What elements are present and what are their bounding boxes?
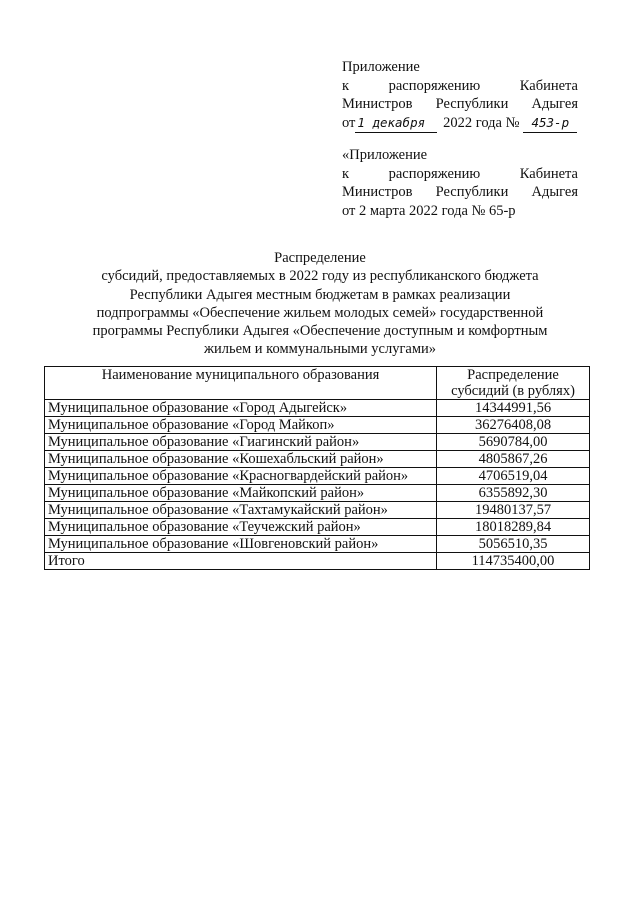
quoted-appendix-line-2 bbox=[342, 165, 578, 184]
row-sum: 36276408,08 bbox=[437, 417, 590, 434]
table-row bbox=[45, 519, 590, 536]
table-row bbox=[45, 400, 590, 417]
handwritten-number: 453-р bbox=[523, 114, 577, 134]
title-line-3: Республики Адыгея местным бюджетам в рамках реализации bbox=[129, 286, 511, 303]
quoted-appendix-cabinet-word: Кабинета bbox=[519, 165, 578, 182]
appendix-from-prefix: от bbox=[342, 114, 356, 131]
quoted-appendix-title-line bbox=[342, 146, 578, 165]
header-distribution-line-2: субсидий (в рублях) bbox=[451, 383, 575, 399]
quoted-appendix-block bbox=[342, 146, 578, 220]
quoted-appendix-title: «Приложение bbox=[342, 147, 428, 163]
appendix-title-line bbox=[342, 58, 578, 77]
appendix-line-3 bbox=[342, 95, 578, 114]
document-title bbox=[80, 249, 560, 359]
row-municipality: Муниципальное образование «Кошехабльский район» bbox=[45, 451, 437, 468]
row-municipality: Муниципальное образование «Красногвардейский район» bbox=[45, 468, 437, 485]
title-line-1: Распределение bbox=[274, 250, 366, 266]
quoted-appendix-date: от 2 марта 2022 года № 65-р bbox=[342, 202, 516, 219]
appendix-to-word: к bbox=[342, 77, 350, 94]
appendix-ministers-word: Министров bbox=[342, 96, 413, 112]
row-sum: 14344991,56 bbox=[437, 400, 590, 417]
appendix-block bbox=[342, 58, 578, 133]
row-sum: 4805867,26 bbox=[437, 451, 590, 468]
appendix-republic-word: Республики bbox=[435, 96, 509, 112]
row-municipality: Муниципальное образование «Гиагинский район» bbox=[45, 434, 437, 451]
row-sum: 5690784,00 bbox=[437, 434, 590, 451]
title-line-6: жильем и коммунальными услугами» bbox=[203, 341, 437, 358]
handwritten-date: 1 декабря bbox=[355, 114, 437, 134]
quoted-appendix-republic-word: Республики bbox=[435, 184, 509, 200]
table-row bbox=[45, 536, 590, 553]
title-line-5: программы Республики Адыгея «Обеспечение доступным и комфортным bbox=[92, 323, 548, 340]
quoted-appendix-decree-word: распоряжению bbox=[388, 165, 481, 182]
row-municipality: Муниципальное образование «Теучежский район» bbox=[45, 519, 437, 536]
table-row bbox=[45, 502, 590, 519]
total-label: Итого bbox=[45, 553, 437, 570]
quoted-appendix-line-3 bbox=[342, 183, 578, 202]
row-municipality: Муниципальное образование «Майкопский район» bbox=[45, 485, 437, 502]
header-municipality: Наименование муниципального образования bbox=[45, 367, 437, 400]
quoted-appendix-date-line bbox=[342, 202, 578, 221]
row-municipality: Муниципальное образование «Город Майкоп» bbox=[45, 417, 437, 434]
table-row bbox=[45, 468, 590, 485]
table-row bbox=[45, 417, 590, 434]
row-municipality: Муниципальное образование «Город Адыгейск» bbox=[45, 400, 437, 417]
table-row bbox=[45, 451, 590, 468]
table-row bbox=[45, 434, 590, 451]
appendix-decree-word: распоряжению bbox=[388, 77, 481, 94]
row-municipality: Муниципальное образование «Шовгеновский район» bbox=[45, 536, 437, 553]
table-row bbox=[45, 485, 590, 502]
appendix-line-2 bbox=[342, 77, 578, 96]
quoted-appendix-to-word: к bbox=[342, 165, 350, 182]
row-sum: 6355892,30 bbox=[437, 485, 590, 502]
appendix-title: Приложение bbox=[342, 59, 420, 75]
appendix-cabinet-word: Кабинета bbox=[519, 77, 578, 94]
row-sum: 19480137,57 bbox=[437, 502, 590, 519]
title-line-2: субсидий, предоставляемых в 2022 году из республиканского бюджета bbox=[101, 268, 539, 285]
header-distribution bbox=[437, 367, 590, 400]
row-sum: 4706519,04 bbox=[437, 468, 590, 485]
row-municipality: Муниципальное образование «Тахтамукайский район» bbox=[45, 502, 437, 519]
appendix-year-text: 2022 года № bbox=[443, 114, 520, 131]
total-sum: 114735400,00 bbox=[437, 553, 590, 570]
table-header-row bbox=[45, 367, 590, 400]
table-total-row bbox=[45, 553, 590, 570]
row-sum: 18018289,84 bbox=[437, 519, 590, 536]
row-sum: 5056510,35 bbox=[437, 536, 590, 553]
appendix-adygea-word: Адыгея bbox=[531, 96, 578, 112]
quoted-appendix-adygea-word: Адыгея bbox=[531, 184, 578, 200]
quoted-appendix-ministers-word: Министров bbox=[342, 184, 413, 200]
appendix-date-line bbox=[342, 114, 578, 134]
title-line-4: подпрограммы «Обеспечение жильем молодых семей» государственной bbox=[96, 304, 544, 321]
subsidy-table bbox=[44, 366, 590, 570]
header-distribution-line-1: Распределение bbox=[467, 367, 559, 383]
